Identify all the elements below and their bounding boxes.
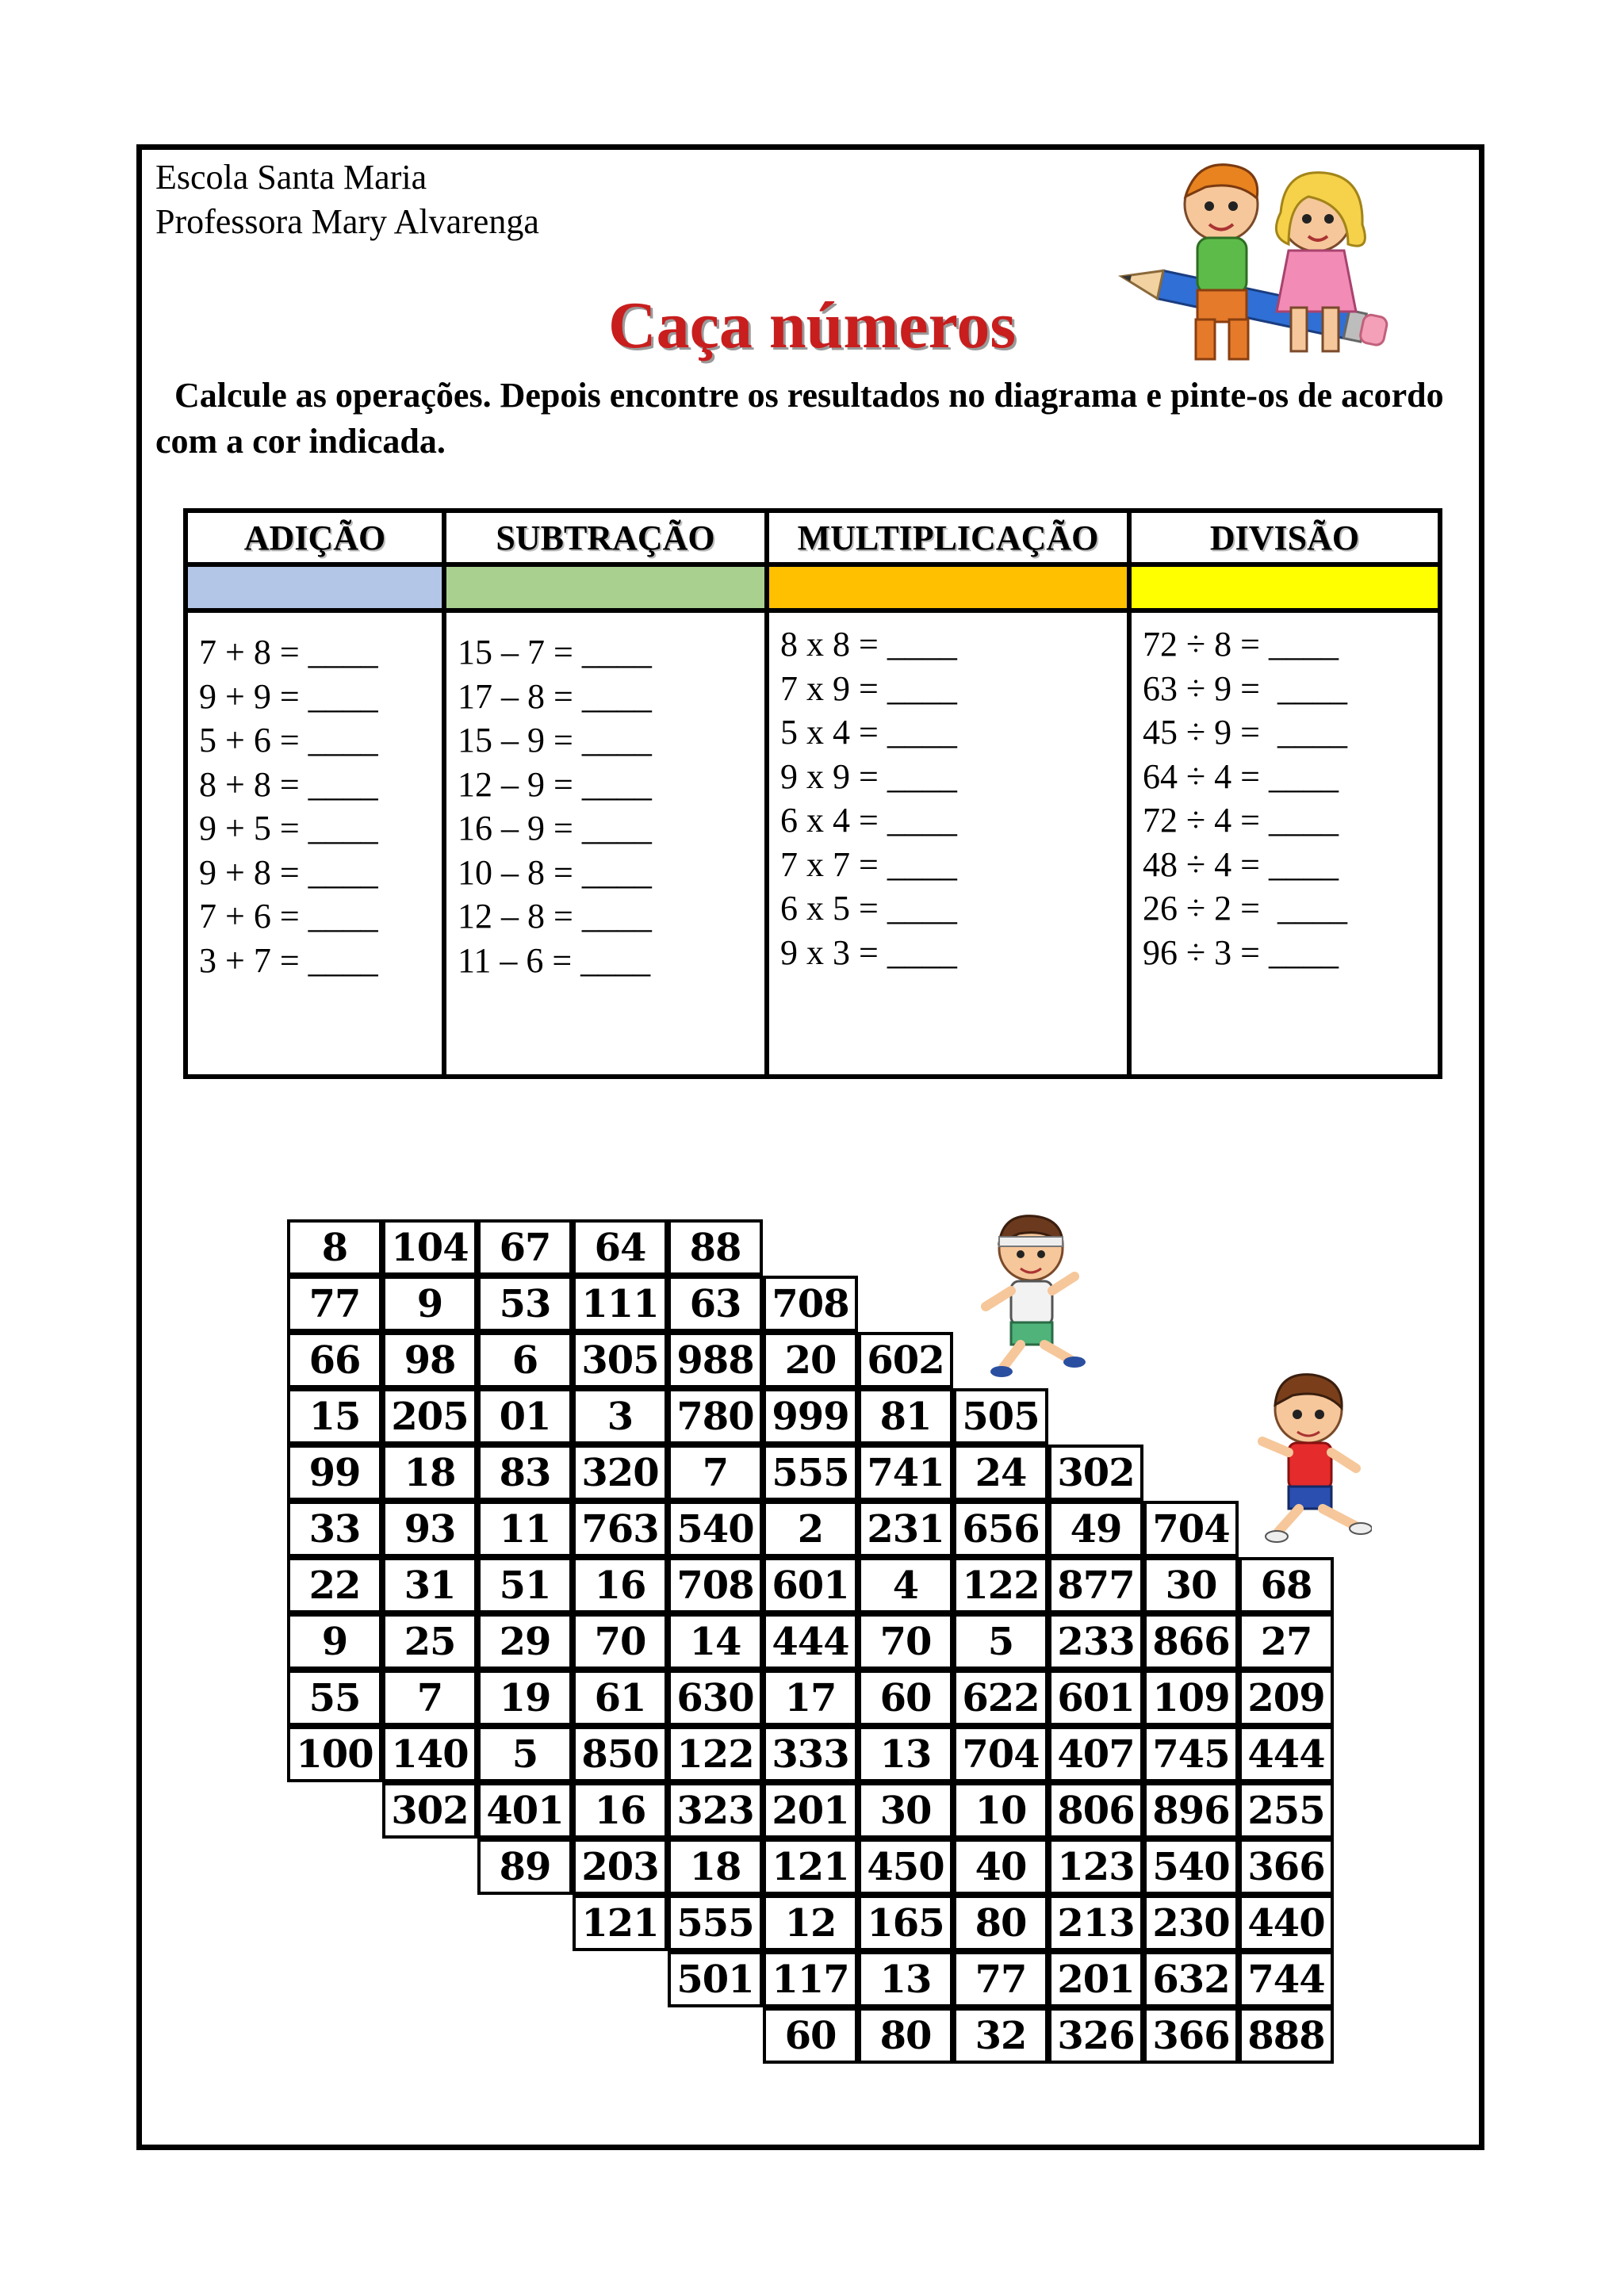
addition-item: 9 + 5 = ____ xyxy=(199,809,378,848)
division-item: 45 ÷ 9 = ____ xyxy=(1143,713,1347,752)
division-item: 64 ÷ 4 = ____ xyxy=(1143,756,1339,796)
division-item: 72 ÷ 8 = ____ xyxy=(1143,625,1339,664)
grid-cell[interactable]: 15 xyxy=(287,1388,382,1445)
division-item: 48 ÷ 4 = ____ xyxy=(1143,844,1339,884)
grid-cell[interactable]: 16 xyxy=(573,1782,668,1839)
grid-cell[interactable]: 999 xyxy=(763,1388,858,1445)
addition-item: 9 + 8 = ____ xyxy=(199,852,378,892)
grid-cell[interactable]: 104 xyxy=(382,1219,477,1276)
grid-cell[interactable]: 22 xyxy=(287,1557,382,1613)
grid-cell[interactable]: 16 xyxy=(573,1557,668,1613)
multiplication-item: 9 x 3 = ____ xyxy=(780,932,957,972)
grid-cell[interactable]: 302 xyxy=(1048,1445,1143,1501)
grid-cell[interactable]: 444 xyxy=(763,1613,858,1670)
grid-cell[interactable]: 896 xyxy=(1143,1782,1239,1839)
subtraction-item: 15 – 7 = ____ xyxy=(458,633,652,672)
grid-cell[interactable]: 5 xyxy=(477,1726,573,1782)
grid-cell[interactable]: 323 xyxy=(668,1782,763,1839)
grid-cell[interactable]: 30 xyxy=(858,1782,953,1839)
grid-cell[interactable]: 213 xyxy=(1048,1895,1143,1951)
grid-cell[interactable]: 3 xyxy=(573,1388,668,1445)
grid-cell[interactable]: 540 xyxy=(668,1501,763,1557)
grid-cell[interactable]: 988 xyxy=(668,1332,763,1388)
grid-cell[interactable]: 450 xyxy=(858,1839,953,1895)
subtraction-color-swatch xyxy=(446,567,764,613)
grid-cell[interactable]: 233 xyxy=(1048,1613,1143,1670)
multiplication-header: MULTIPLICAÇÃO xyxy=(769,513,1127,567)
grid-cell[interactable]: 632 xyxy=(1143,1951,1239,2007)
running-boy-headband-illustration xyxy=(971,1205,1090,1380)
grid-cell[interactable]: 444 xyxy=(1239,1726,1334,1782)
grid-cell[interactable]: 780 xyxy=(668,1388,763,1445)
grid-cell[interactable]: 704 xyxy=(1143,1501,1239,1557)
grid-cell[interactable]: 89 xyxy=(477,1839,573,1895)
grid-cell[interactable]: 205 xyxy=(382,1388,477,1445)
addition-item: 7 + 8 = ____ xyxy=(199,633,378,672)
grid-cell[interactable]: 8 xyxy=(287,1219,382,1276)
multiplication-color-swatch xyxy=(769,567,1127,613)
grid-cell[interactable]: 13 xyxy=(858,1726,953,1782)
grid-cell[interactable]: 4 xyxy=(858,1557,953,1613)
grid-cell[interactable]: 123 xyxy=(1048,1839,1143,1895)
division-item: 72 ÷ 4 = ____ xyxy=(1143,801,1339,840)
addition-list xyxy=(188,613,442,982)
grid-cell[interactable]: 333 xyxy=(763,1726,858,1782)
subtraction-item: 17 – 8 = ____ xyxy=(458,676,652,716)
grid-cell[interactable]: 83 xyxy=(477,1445,573,1501)
grid-cell[interactable]: 70 xyxy=(573,1613,668,1670)
addition-item: 8 + 8 = ____ xyxy=(199,764,378,804)
grid-cell[interactable]: 12 xyxy=(763,1895,858,1951)
grid-cell[interactable]: 32 xyxy=(953,2007,1048,2064)
grid-cell[interactable]: 209 xyxy=(1239,1670,1334,1726)
grid-cell[interactable]: 24 xyxy=(953,1445,1048,1501)
subtraction-item: 12 – 9 = ____ xyxy=(458,764,652,804)
multiplication-item: 9 x 9 = ____ xyxy=(780,756,957,796)
grid-cell[interactable]: 17 xyxy=(763,1670,858,1726)
grid-cell[interactable]: 29 xyxy=(477,1613,573,1670)
instructions-text: Calcule as operações. Depois encontre os resultados no diagrama e pinte-os de acordo com a cor indicada. xyxy=(155,376,1444,461)
grid-cell[interactable]: 60 xyxy=(763,2007,858,2064)
grid-cell[interactable]: 877 xyxy=(1048,1557,1143,1613)
grid-cell[interactable]: 203 xyxy=(573,1839,668,1895)
grid-cell[interactable]: 121 xyxy=(573,1895,668,1951)
grid-cell[interactable]: 68 xyxy=(1239,1557,1334,1613)
subtraction-item: 11 – 6 = ____ xyxy=(458,940,651,980)
grid-cell[interactable]: 5 xyxy=(953,1613,1048,1670)
grid-cell[interactable]: 77 xyxy=(953,1951,1048,2007)
grid-cell[interactable]: 440 xyxy=(1239,1895,1334,1951)
grid-cell[interactable]: 67 xyxy=(477,1219,573,1276)
grid-cell[interactable]: 366 xyxy=(1239,1839,1334,1895)
grid-cell[interactable]: 61 xyxy=(573,1670,668,1726)
worksheet-title: Caça números xyxy=(607,289,1017,362)
division-color-swatch xyxy=(1132,567,1438,613)
grid-cell[interactable]: 53 xyxy=(477,1276,573,1332)
grid-cell[interactable]: 763 xyxy=(573,1501,668,1557)
multiplication-item: 7 x 9 = ____ xyxy=(780,668,957,708)
grid-cell[interactable]: 109 xyxy=(1143,1670,1239,1726)
grid-cell[interactable]: 11 xyxy=(477,1501,573,1557)
grid-cell[interactable]: 122 xyxy=(668,1726,763,1782)
addition-item: 3 + 7 = ____ xyxy=(199,940,378,980)
grid-cell[interactable]: 622 xyxy=(953,1670,1048,1726)
grid-cell[interactable]: 55 xyxy=(287,1670,382,1726)
grid-cell[interactable]: 601 xyxy=(763,1557,858,1613)
grid-cell[interactable]: 401 xyxy=(477,1782,573,1839)
grid-cell[interactable]: 01 xyxy=(477,1388,573,1445)
grid-cell[interactable]: 49 xyxy=(1048,1501,1143,1557)
grid-cell[interactable]: 66 xyxy=(287,1332,382,1388)
grid-cell[interactable]: 25 xyxy=(382,1613,477,1670)
grid-cell[interactable]: 708 xyxy=(763,1276,858,1332)
grid-cell[interactable]: 60 xyxy=(858,1670,953,1726)
grid-cell[interactable]: 99 xyxy=(287,1445,382,1501)
subtraction-header: SUBTRAÇÃO xyxy=(446,513,764,567)
school-name: Escola Santa Maria xyxy=(155,158,427,197)
grid-cell[interactable]: 33 xyxy=(287,1501,382,1557)
grid-cell[interactable]: 320 xyxy=(573,1445,668,1501)
subtraction-column xyxy=(446,513,769,1074)
grid-cell[interactable]: 656 xyxy=(953,1501,1048,1557)
grid-cell[interactable]: 888 xyxy=(1239,2007,1334,2064)
subtraction-list xyxy=(446,613,764,982)
grid-cell[interactable]: 19 xyxy=(477,1670,573,1726)
grid-cell[interactable]: 201 xyxy=(763,1782,858,1839)
grid-cell[interactable]: 140 xyxy=(382,1726,477,1782)
addition-color-swatch xyxy=(188,567,442,613)
division-column xyxy=(1132,513,1438,1074)
grid-cell[interactable]: 122 xyxy=(953,1557,1048,1613)
grid-cell[interactable]: 63 xyxy=(668,1276,763,1332)
grid-cell[interactable]: 88 xyxy=(668,1219,763,1276)
grid-cell[interactable]: 7 xyxy=(382,1670,477,1726)
grid-cell[interactable]: 708 xyxy=(668,1557,763,1613)
division-item: 26 ÷ 2 = ____ xyxy=(1143,889,1347,928)
grid-cell[interactable]: 366 xyxy=(1143,2007,1239,2064)
grid-cell[interactable]: 866 xyxy=(1143,1613,1239,1670)
grid-cell[interactable]: 540 xyxy=(1143,1839,1239,1895)
multiplication-item: 8 x 8 = ____ xyxy=(780,625,957,664)
grid-cell[interactable]: 80 xyxy=(953,1895,1048,1951)
division-item: 96 ÷ 3 = ____ xyxy=(1143,932,1339,972)
grid-cell[interactable]: 231 xyxy=(858,1501,953,1557)
grid-cell[interactable]: 555 xyxy=(668,1895,763,1951)
multiplication-item: 5 x 4 = ____ xyxy=(780,713,957,752)
grid-cell[interactable]: 18 xyxy=(668,1839,763,1895)
school-header xyxy=(155,155,539,244)
grid-cell[interactable]: 31 xyxy=(382,1557,477,1613)
grid-cell[interactable]: 13 xyxy=(858,1951,953,2007)
grid-cell[interactable]: 165 xyxy=(858,1895,953,1951)
subtraction-item: 12 – 8 = ____ xyxy=(458,897,652,936)
grid-cell[interactable]: 20 xyxy=(763,1332,858,1388)
grid-cell[interactable]: 744 xyxy=(1239,1951,1334,2007)
grid-cell[interactable]: 64 xyxy=(573,1219,668,1276)
grid-cell[interactable]: 505 xyxy=(953,1388,1048,1445)
multiplication-item: 6 x 4 = ____ xyxy=(780,801,957,840)
division-item: 63 ÷ 9 = ____ xyxy=(1143,668,1347,708)
grid-cell[interactable]: 2 xyxy=(763,1501,858,1557)
addition-item: 9 + 9 = ____ xyxy=(199,676,378,716)
grid-cell[interactable]: 302 xyxy=(382,1782,477,1839)
grid-cell[interactable]: 10 xyxy=(953,1782,1048,1839)
grid-cell[interactable]: 9 xyxy=(382,1276,477,1332)
addition-item: 7 + 6 = ____ xyxy=(199,897,378,936)
grid-cell[interactable]: 77 xyxy=(287,1276,382,1332)
grid-cell[interactable]: 27 xyxy=(1239,1613,1334,1670)
grid-cell[interactable]: 14 xyxy=(668,1613,763,1670)
division-header: DIVISÃO xyxy=(1132,513,1438,567)
grid-cell[interactable]: 80 xyxy=(858,2007,953,2064)
subtraction-item: 10 – 8 = ____ xyxy=(458,852,652,892)
grid-cell[interactable]: 255 xyxy=(1239,1782,1334,1839)
addition-column xyxy=(188,513,446,1074)
subtraction-item: 15 – 9 = ____ xyxy=(458,721,652,760)
grid-cell[interactable]: 98 xyxy=(382,1332,477,1388)
addition-header: ADIÇÃO xyxy=(188,513,442,567)
grid-cell[interactable]: 100 xyxy=(287,1726,382,1782)
grid-cell[interactable]: 30 xyxy=(1143,1557,1239,1613)
grid-cell[interactable]: 555 xyxy=(763,1445,858,1501)
running-boy-red-shirt-illustration xyxy=(1245,1364,1372,1546)
grid-cell[interactable]: 704 xyxy=(953,1726,1048,1782)
grid-cell[interactable]: 305 xyxy=(573,1332,668,1388)
grid-cell[interactable]: 111 xyxy=(573,1276,668,1332)
grid-cell[interactable]: 117 xyxy=(763,1951,858,2007)
subtraction-item: 16 – 9 = ____ xyxy=(458,809,652,848)
grid-cell[interactable]: 93 xyxy=(382,1501,477,1557)
grid-cell[interactable]: 121 xyxy=(763,1839,858,1895)
grid-cell[interactable]: 501 xyxy=(668,1951,763,2007)
addition-item: 5 + 6 = ____ xyxy=(199,721,378,760)
multiplication-item: 6 x 5 = ____ xyxy=(780,889,957,928)
grid-cell[interactable]: 9 xyxy=(287,1613,382,1670)
grid-cell[interactable]: 201 xyxy=(1048,1951,1143,2007)
grid-cell[interactable]: 70 xyxy=(858,1613,953,1670)
grid-cell[interactable]: 7 xyxy=(668,1445,763,1501)
grid-cell[interactable]: 81 xyxy=(858,1388,953,1445)
multiplication-list xyxy=(769,613,1127,974)
grid-cell[interactable]: 601 xyxy=(1048,1670,1143,1726)
grid-cell[interactable]: 630 xyxy=(668,1670,763,1726)
grid-cell[interactable]: 326 xyxy=(1048,2007,1143,2064)
grid-cell[interactable]: 230 xyxy=(1143,1895,1239,1951)
grid-cell[interactable]: 850 xyxy=(573,1726,668,1782)
operations-table xyxy=(183,508,1442,1079)
multiplication-column xyxy=(769,513,1132,1074)
division-list xyxy=(1132,613,1438,974)
grid-cell[interactable]: 602 xyxy=(858,1332,953,1388)
grid-cell[interactable]: 745 xyxy=(1143,1726,1239,1782)
grid-cell[interactable]: 51 xyxy=(477,1557,573,1613)
grid-cell[interactable]: 741 xyxy=(858,1445,953,1501)
multiplication-item: 7 x 7 = ____ xyxy=(780,844,957,884)
teacher-name: Professora Mary Alvarenga xyxy=(155,202,539,241)
grid-cell[interactable]: 407 xyxy=(1048,1726,1143,1782)
grid-cell[interactable]: 18 xyxy=(382,1445,477,1501)
grid-cell[interactable]: 806 xyxy=(1048,1782,1143,1839)
grid-cell[interactable]: 40 xyxy=(953,1839,1048,1895)
grid-cell[interactable]: 6 xyxy=(477,1332,573,1388)
